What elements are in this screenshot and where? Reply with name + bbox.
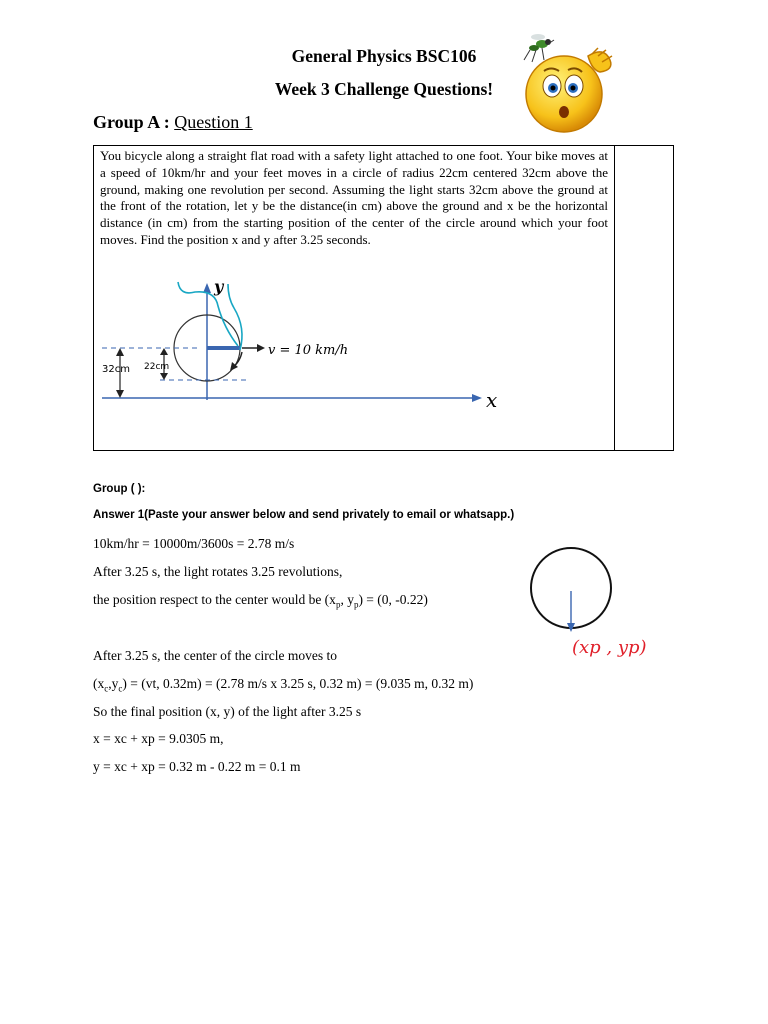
answer-instruction: Answer 1(Paste your answer below and send privately to email or whatsapp.)	[93, 509, 515, 521]
line3-prefix: the position respect to the center would be (x	[93, 592, 336, 607]
line3-sub2: p	[353, 599, 359, 610]
table-divider	[614, 146, 615, 450]
radius-22-label: 22cm	[144, 362, 170, 372]
page-subtitle: Week 3 Challenge Questions!	[274, 79, 494, 99]
answer-line-3	[93, 592, 428, 610]
answer-line-2: After 3.25 s, the light rotates 3.25 revolutions,	[93, 564, 343, 579]
mosquito-icon	[524, 34, 554, 62]
question-label: Question 1	[174, 112, 253, 132]
line5-sub2: c	[118, 683, 123, 694]
page-title: General Physics BSC106	[291, 46, 477, 66]
circle-point-label: (xp , yp)	[572, 637, 647, 658]
position-circle-sketch	[526, 546, 650, 666]
line5-suffix: ) = (vt, 0.32m) = (2.78 m/s x 3.25 s, 0.32 m) = (9.035 m, 0.32 m)	[122, 676, 474, 691]
question-text: You bicycle along a straight flat road with a safety light attached to one foot. Your bike moves at a speed of 10km/hr and your feet moves in a circle of radius 22cm centered 32cm above the ground, making one revolution per second. Assuming the light starts 32cm above the ground at the front of the rotation, let y be the distance(in cm) above the ground and x be the horizontal distance (in cm) from the starting position of the center of the circle around which your foot moves. Find the position x and y after 3.25 seconds.	[100, 148, 608, 247]
answer-line-7: x = xc + xp = 9.0305 m,	[93, 731, 224, 746]
x-axis-label: x	[486, 388, 498, 412]
line5-mid: ,y	[108, 676, 119, 691]
answer-line-4: After 3.25 s, the center of the circle moves to	[93, 648, 338, 663]
velocity-label: v = 10 km/h	[268, 343, 349, 358]
answer-line-6: So the final position (x, y) of the light after 3.25 s	[93, 704, 362, 719]
height-32-label: 32cm	[102, 364, 130, 375]
line3-sub1: p	[335, 599, 341, 610]
confused-emoji-icon	[518, 26, 622, 136]
answer-line-5	[93, 676, 473, 694]
group-label: Group A :	[93, 112, 175, 132]
group-a-heading	[93, 112, 253, 133]
y-axis-label: y	[214, 278, 224, 296]
bicycle-light-diagram	[100, 278, 510, 418]
question-table	[93, 145, 674, 451]
line5-sub1: c	[104, 683, 109, 694]
answer-line-8: y = xc + xp = 0.32 m - 0.22 m = 0.1 m	[93, 759, 301, 774]
answer-line-1: 10km/hr = 10000m/3600s = 2.78 m/s	[93, 536, 295, 551]
answer-group-label: Group ( ):	[93, 483, 146, 495]
line5-prefix: (x	[93, 676, 105, 691]
line3-suffix: ) = (0, -0.22)	[358, 592, 428, 607]
line3-mid: , y	[340, 592, 354, 607]
